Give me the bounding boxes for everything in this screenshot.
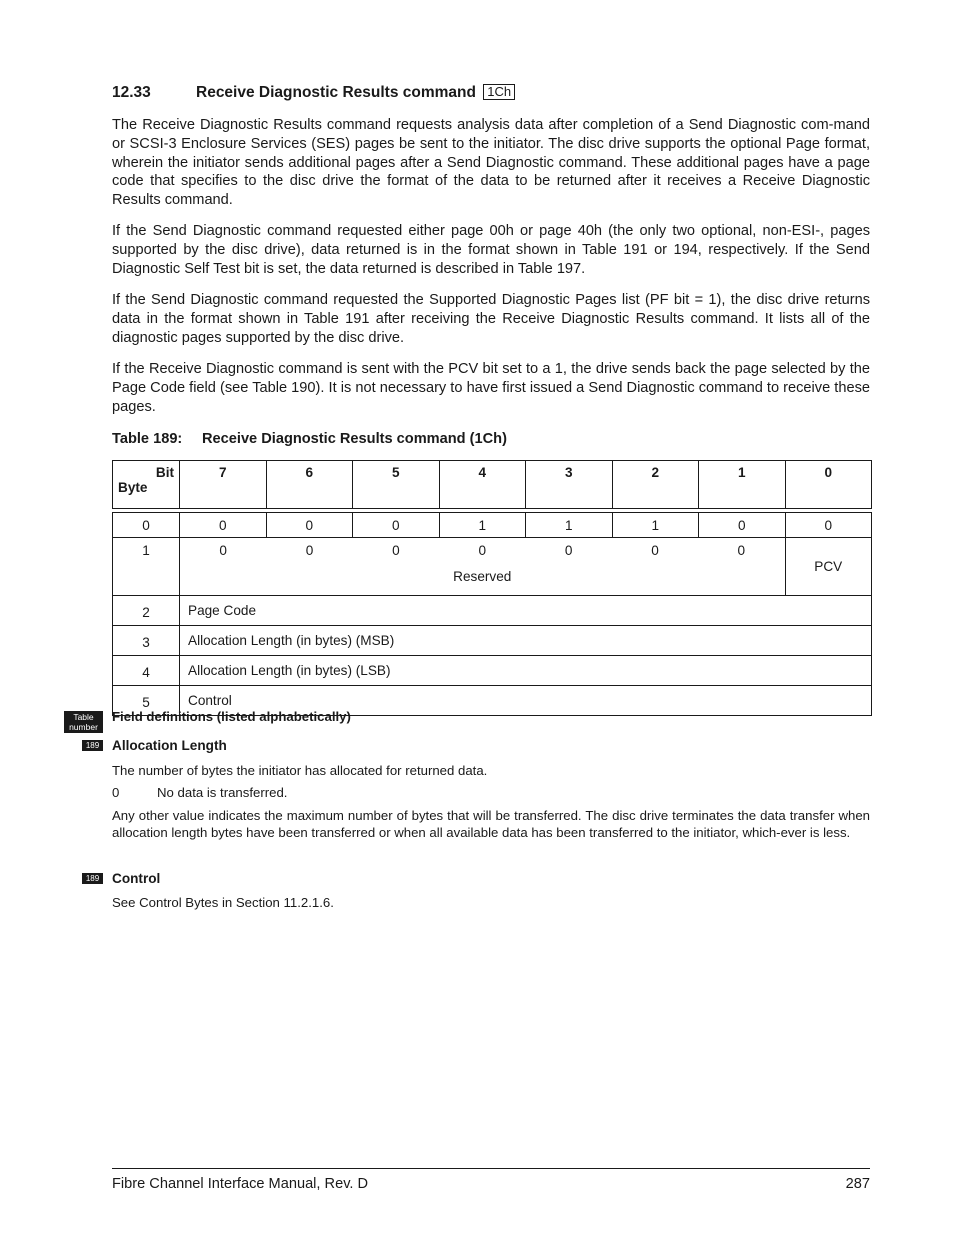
- bit-cell: 0: [219, 543, 227, 558]
- bit-cell: 1: [612, 513, 699, 538]
- reserved-label: Reserved: [453, 569, 512, 584]
- allocation-length-desc: The number of bytes the initiator has allocated for returned data.: [112, 763, 488, 778]
- bit-cell: 1: [526, 513, 613, 538]
- value-code: 0: [112, 785, 120, 800]
- field-cell: Allocation Length (in bytes) (MSB): [180, 626, 872, 656]
- opcode-box: 1Ch: [483, 84, 515, 100]
- table-title: Receive Diagnostic Results command (1Ch): [202, 431, 507, 447]
- bit-cell: 0: [699, 513, 786, 538]
- command-table: [112, 460, 872, 716]
- field-cell: Control: [180, 686, 872, 716]
- byte-cell: 3: [113, 626, 180, 656]
- bit-cell: 0: [564, 543, 573, 558]
- bit-header: 7: [180, 461, 267, 509]
- byte-cell: 5: [113, 686, 180, 716]
- bit-cell: 0: [478, 543, 487, 558]
- corner-byte-label: Byte: [118, 480, 148, 495]
- bit-cell: 0: [785, 513, 872, 538]
- corner-cell: [113, 461, 180, 509]
- footer-title: Fibre Channel Interface Manual, Rev. D: [112, 1176, 369, 1192]
- tag-line-2: number: [69, 722, 98, 732]
- section-number: 12.33: [112, 84, 151, 101]
- byte-cell: 4: [113, 656, 180, 686]
- bit-cell: 0: [353, 513, 440, 538]
- bit-cell: 0: [737, 543, 746, 558]
- bit-cell: 1: [439, 513, 526, 538]
- table-row: [113, 538, 872, 596]
- pcv-cell: PCV: [785, 538, 872, 596]
- table-row: [113, 596, 872, 626]
- section-heading: [112, 84, 515, 102]
- bit-header: 2: [612, 461, 699, 509]
- bit-header: 6: [266, 461, 353, 509]
- allocation-length-value: [112, 784, 870, 801]
- paragraph-1: The Receive Diagnostic Results command requests analysis data after completion of a Send Diagnostic com-mand or SCSI-3 Enclosure Services (SES) pages be sent to the initiator. The disc drive supports the optional Page format, wherein the initiator sends additional pages after a Send Diagnostic command. These additional pages have a page code that specifies to the disc drive the format of the data to be returned after it receives a Receive Diagnostic Results command.: [112, 117, 870, 209]
- field-definitions-heading: Field definitions (listed alphabetically): [112, 709, 351, 724]
- bit-cell: 0: [266, 513, 353, 538]
- section-title: Receive Diagnostic Results command: [196, 84, 476, 101]
- tag-line-1: Table: [73, 712, 94, 722]
- bit-header: 4: [439, 461, 526, 509]
- page-number: 287: [845, 1176, 870, 1192]
- bit-header: 1: [699, 461, 786, 509]
- bit-cell: 0: [305, 543, 314, 558]
- byte-cell: 1: [113, 538, 180, 596]
- table-number-tag: [64, 711, 103, 733]
- field-cell: Allocation Length (in bytes) (LSB): [180, 656, 872, 686]
- field-cell: Page Code: [180, 596, 872, 626]
- byte-cell: 0: [113, 513, 180, 538]
- bit-header: 0: [785, 461, 872, 509]
- paragraph-2: If the Send Diagnostic command requested either page 00h or page 40h (the only two optional, non-ESI-, pages supported by the disc drive), data returned is in the format shown in Table 191 or 194, respectively. If the Send Diagnostic Self Test bit is set, the data returned is described in Table 197.: [112, 223, 870, 277]
- field-name-control: Control: [112, 871, 161, 886]
- table-row: [113, 513, 872, 538]
- bit-header: 5: [353, 461, 440, 509]
- table-row: [113, 626, 872, 656]
- paragraph-3: If the Send Diagnostic command requested the Supported Diagnostic Pages list (PF bit = 1), the disc drive returns data in the format shown in Table 191 after receiving the Receive Diagnostic Results command. It lists all of the diagnostic pages supported by the disc drive.: [112, 292, 870, 346]
- field-name-allocation-length: Allocation Length: [112, 738, 227, 753]
- table-header-row: [113, 461, 872, 509]
- bit-cell: 0: [392, 543, 400, 558]
- table-ref-tag: 189: [82, 740, 103, 751]
- bit-cell: 0: [651, 543, 659, 558]
- allocation-length-extra: Any other value indicates the maximum number of bytes that will be transferred. The disc drive terminates the data transfer when allocation length bytes have been transferred or when all available data has been transferred to the initiator, which-ever is less.: [112, 808, 870, 840]
- table-ref-tag: 189: [82, 873, 103, 884]
- table-caption: [112, 431, 507, 447]
- byte-cell: 2: [113, 596, 180, 626]
- bit-header: 3: [526, 461, 613, 509]
- control-desc: See Control Bytes in Section 11.2.1.6.: [112, 895, 334, 910]
- table-row: [113, 656, 872, 686]
- paragraph-4: If the Receive Diagnostic command is sent with the PCV bit set to a 1, the drive sends back the page selected by the Page Code field (see Table 190). It is not necessary to have first issued a Send Diagnostic command to receive these pages.: [112, 361, 870, 415]
- value-desc: No data is transferred.: [157, 785, 288, 800]
- bit-cell: 0: [180, 513, 267, 538]
- table-label: Table 189:: [112, 431, 183, 447]
- corner-bit-label: Bit: [155, 465, 174, 480]
- reserved-field: [180, 538, 786, 596]
- footer-divider: [112, 1168, 870, 1169]
